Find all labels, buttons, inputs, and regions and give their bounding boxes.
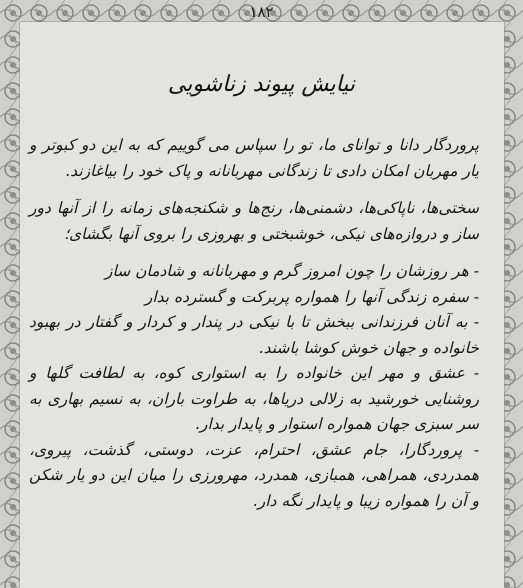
list-item: - هر روزشان را چون امروز گرم و مهربانانه و شادمان ساز: [104, 262, 479, 280]
list-item: - سفره زندگی آنها را همواره پربرکت و گسترده بدار: [144, 287, 479, 306]
list-item: - پروردگارا، جام عشق، احترام، عزت، دوستی، گذشت، پیروی، همدردی، همراهی، همبازی، همدرد، مهرورزی را میان این دو یار شکن و آن را همواره زیبا و پایدار نگه دار.: [29, 440, 479, 510]
list-item: - به آنان فرزندانی ببخش تا با نیکی در پندار و کردار و گفتار در بهبود خانواده و جهان خوش کوشا باشند.: [29, 313, 479, 357]
page-title: نیایش پیوند زناشویی: [167, 72, 356, 97]
paragraph: پروردگار دانا و توانای ما، تو را سپاس می گوییم که به این دو کبوتر و یار مهربان امکان دادی تا زندگانی مهربانانه و پاک خود را بیاغازند.: [29, 136, 479, 180]
list-item: - عشق و مهر این خانواده را به استواری کوه، به لطافت گلها و روشنایی خورشید به زلالی دریاها، به طراوت باران، به نسیم بهاری به سر سبزی جهان همواره استوار و پایدار بدار.: [29, 364, 479, 433]
body-text: [29, 133, 479, 514]
paragraph: سختی‌ها، ناپاکی‌ها، دشمنی‌ها، رنج‌ها و شکنجه‌های زمانه را از آنها دور ساز و دروازه‌های نیکی، خوشبختی و بهروزی را بروی آنها بگشای؛: [29, 199, 479, 243]
page-number: ۱۸۲: [249, 3, 274, 21]
